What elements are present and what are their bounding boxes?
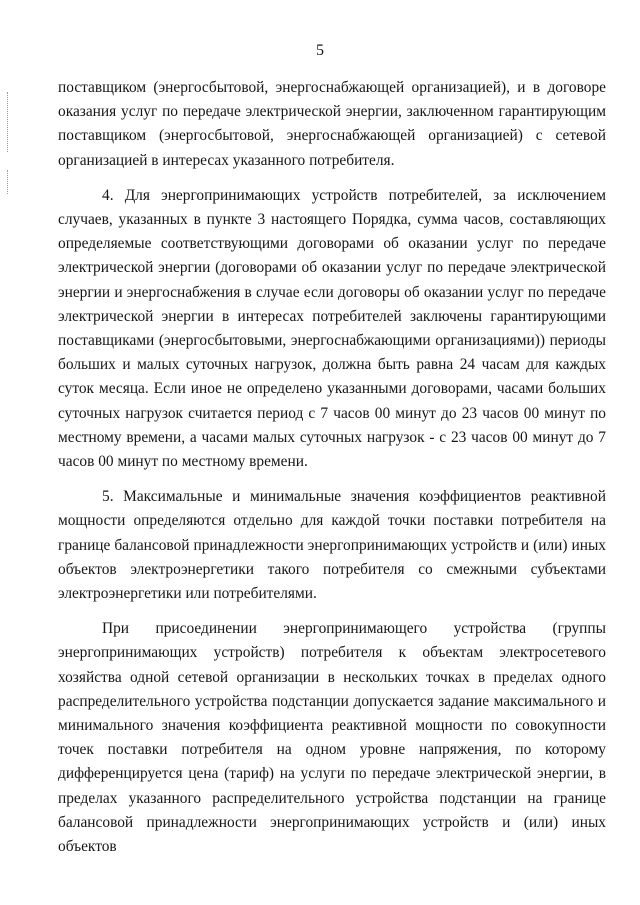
paragraph-item-5: 5. Максимальные и минимальные значения коэффициентов реактивной мощности определяются отдельно для каждой точки поставки потребителя на границе балансовой принадлежности энергопринимающих устройств и (или) иных объектов электроэнергетики такого потребителя со смежными субъектами электроэнергетики или потребителями.: [58, 488, 606, 603]
paragraph-item-4: 4. Для энергопринимающих устройств потребителей, за исключением случаев, указанных в пункте 3 настоящего Порядка, сумма часов, составляющих определяемые соответствующими договорами об оказании услуг по передаче электрической энергии (договорами об оказании услуг по передаче электрической энергии и энергоснабжения в случае если договоры об оказании услуг по передаче электрической энергии в интересах потребителей заключены гарантирующими поставщиками (энергосбытовыми, энергоснабжающими организациями)) периоды больших и малых суточных нагрузок, должна быть равна 24 часам для каждых суток месяца. Если иное не определено указанными договорами, часами больших суточных нагрузок считается период с 7 часов 00 минут до 23 часов 00 минут по местному времени, а часами малых суточных нагрузок - с 23 часов 00 минут до 7 часов 00 минут по местному времени.: [58, 186, 606, 471]
margin-scan-mark: [7, 170, 10, 194]
paragraph-continuation: поставщиком (энергосбытовой, энергоснабжающей организацией), и в договоре оказания услуг по передаче электрической энергии, заключенном гарантирующим поставщиком (энергосбытовой, энергоснабжающей организацией) с сетевой организацией в интересах указанного потребителя.: [58, 79, 606, 169]
paragraph-connection: При присоединении энергопринимающего устройства (группы энергопринимающих устройств) потребителя к объектам электросетевого хозяйства одной сетевой организации в нескольких точках в пределах одного распределительного устройства подстанции допускается задание максимального и минимального значения коэффициента реактивной мощности по совокупности точек поставки потребителя на одном уровне напряжения, по которому дифференцируется цена (тариф) на услуги по передаче электрической энергии, в пределах указанного распределительного устройства подстанции на границе балансовой принадлежности энергопринимающих устройств и (или) иных объектов: [58, 620, 606, 856]
document-body: [58, 76, 606, 859]
margin-scan-mark: [7, 92, 10, 152]
page-number: 5: [316, 42, 324, 59]
